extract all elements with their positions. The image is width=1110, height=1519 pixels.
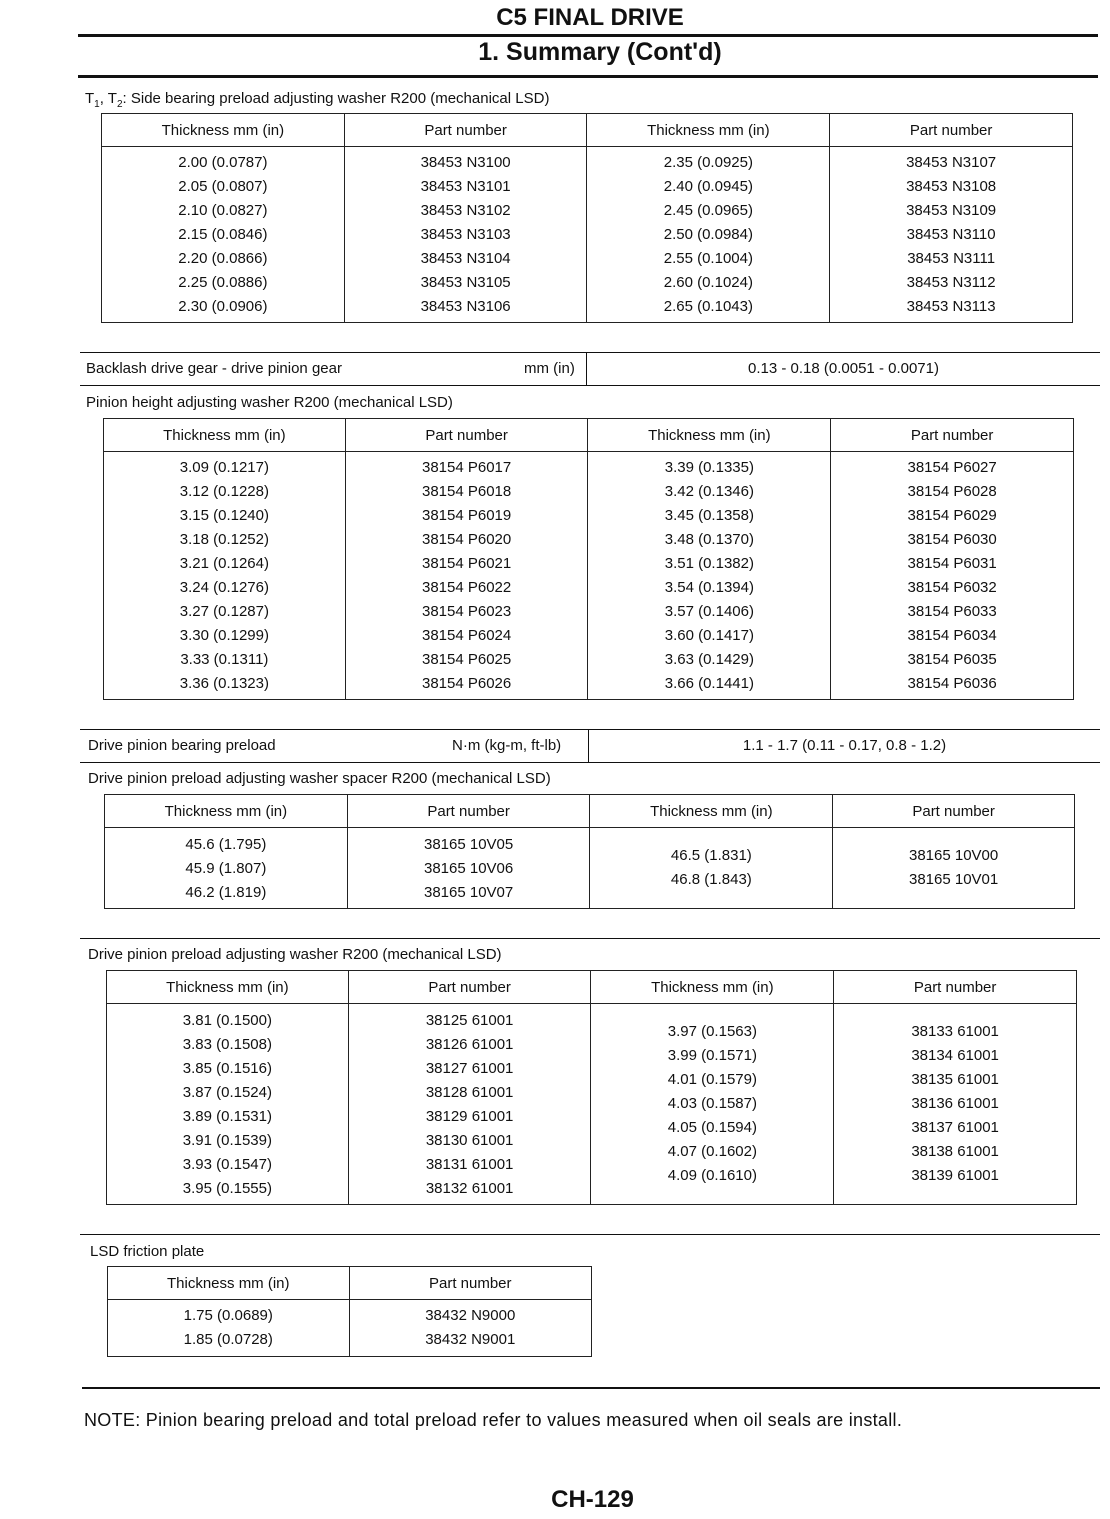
cell-value: 2.00 (0.0787) (178, 154, 268, 171)
cell-value: 38154 P6023 (421, 603, 512, 620)
cell-value: 3.15 (0.1240) (179, 507, 269, 524)
column-header: Thickness mm (in) (108, 1267, 350, 1300)
cell-value: 3.87 (0.1524) (182, 1084, 272, 1101)
cell-value: 38154 P6025 (421, 651, 512, 668)
page-number: CH-129 (551, 1486, 634, 1513)
cell-value: 3.45 (0.1358) (664, 507, 754, 524)
cell-value: 38453 N3101 (420, 178, 511, 195)
cell-value: 2.30 (0.0906) (178, 298, 268, 315)
cell-value: 3.66 (0.1441) (664, 675, 754, 692)
cell-value: 38137 61001 (911, 1119, 999, 1136)
column-header: Thickness mm (in) (587, 114, 830, 147)
column-header: Part number (834, 971, 1077, 1004)
column-header: Thickness mm (in) (107, 971, 349, 1004)
column-header: Part number (348, 971, 591, 1004)
thickness-cell (591, 1004, 834, 1205)
thickness-cell (108, 1300, 350, 1357)
cell-value: 3.57 (0.1406) (664, 603, 754, 620)
cell-value: 38131 61001 (425, 1156, 514, 1173)
cell-value: 2.65 (0.1043) (663, 298, 753, 315)
cell-value: 3.48 (0.1370) (664, 531, 754, 548)
column-header: Thickness mm (in) (105, 795, 348, 828)
cell-value: 2.10 (0.0827) (178, 202, 268, 219)
backlash-label: Backlash drive gear - drive pinion gear (86, 360, 342, 377)
cell-value: 2.40 (0.0945) (663, 178, 753, 195)
cell-value: 38453 N3105 (420, 274, 511, 291)
cell-value: 2.60 (0.1024) (663, 274, 753, 291)
pinion-height-caption: Pinion height adjusting washer R200 (mechanical LSD) (86, 394, 453, 411)
part-number-cell (349, 1300, 591, 1357)
part-number-cell (345, 452, 588, 700)
backlash-unit: mm (in) (524, 360, 575, 377)
column-header: Part number (830, 114, 1073, 147)
cell-value: 2.35 (0.0925) (663, 154, 753, 171)
thickness-cell (105, 828, 348, 909)
cell-value: 45.6 (1.795) (185, 836, 267, 853)
pinion-height-table (103, 418, 1074, 700)
cell-value: 38165 10V00 (908, 847, 999, 864)
thickness-cell (588, 452, 831, 700)
header-rule (78, 34, 1098, 37)
cell-value: 38154 P6019 (421, 507, 512, 524)
cell-value: 38453 N3102 (420, 202, 511, 219)
column-header: Part number (347, 795, 590, 828)
pinion-preload-value: 1.1 - 1.7 (0.11 - 0.17, 0.8 - 1.2) (742, 737, 947, 754)
side-bearing-caption: $T_1$, $T_2$: Side bearing preload adjusting washer R200 (mechanical LSD) (85, 90, 550, 110)
cell-value: 38453 N3100 (420, 154, 511, 171)
cell-value: 2.05 (0.0807) (178, 178, 268, 195)
cell-value: 46.8 (1.843) (670, 871, 752, 888)
cell-value: 3.27 (0.1287) (179, 603, 269, 620)
cell-value: 45.9 (1.807) (185, 860, 267, 877)
cell-value: 38432 N9001 (425, 1331, 516, 1348)
column-header: Thickness mm (in) (104, 419, 346, 452)
cell-value: 38154 P6020 (421, 531, 512, 548)
note-rule (82, 1387, 1100, 1389)
cell-value: 3.95 (0.1555) (182, 1180, 272, 1197)
cell-value: 38154 P6022 (421, 579, 512, 596)
cell-value: 3.09 (0.1217) (179, 459, 269, 476)
cell-value: 38453 N3112 (906, 274, 996, 291)
backlash-value: 0.13 - 0.18 (0.0051 - 0.0071) (748, 360, 939, 377)
pinion-preload-spec-row (80, 729, 1100, 762)
pinion-preload-label: Drive pinion bearing preload (88, 737, 276, 754)
cell-value: 4.03 (0.1587) (667, 1095, 757, 1112)
cell-value: 38132 61001 (425, 1180, 514, 1197)
column-header: Thickness mm (in) (590, 795, 833, 828)
cell-value: 38128 61001 (425, 1084, 514, 1101)
cell-value: 38165 10V07 (423, 884, 514, 901)
cell-value: 38129 61001 (425, 1108, 514, 1125)
cell-value: 38453 N3111 (907, 250, 996, 267)
cell-value: 2.15 (0.0846) (178, 226, 268, 243)
cell-value: 38154 P6034 (907, 627, 997, 644)
cell-value: 2.50 (0.0984) (663, 226, 753, 243)
cell-value: 38453 N3113 (906, 298, 996, 315)
cell-value: 3.30 (0.1299) (179, 627, 269, 644)
cell-value: 3.21 (0.1264) (179, 555, 269, 572)
thickness-cell (104, 452, 346, 700)
cell-value: 38453 N3109 (906, 202, 997, 219)
cell-value: 3.83 (0.1508) (182, 1036, 272, 1053)
cell-value: 38453 N3106 (420, 298, 511, 315)
column-header: Part number (833, 795, 1075, 828)
cell-value: 4.09 (0.1610) (667, 1167, 757, 1184)
cell-value: 38154 P6035 (907, 651, 997, 668)
column-header: Thickness mm (in) (588, 419, 831, 452)
cell-value: 3.54 (0.1394) (664, 579, 754, 596)
cell-value: 2.25 (0.0886) (178, 274, 268, 291)
cell-value: 3.89 (0.1531) (182, 1108, 272, 1125)
cell-value: 1.85 (0.0728) (183, 1331, 273, 1348)
divider (80, 385, 1100, 386)
divider (80, 938, 1100, 939)
cell-value: 38133 61001 (911, 1023, 999, 1040)
cell-value: 46.5 (1.831) (670, 847, 752, 864)
cell-value: 38139 61001 (911, 1167, 999, 1184)
cell-value: 38453 N3103 (420, 226, 511, 243)
cell-value: 3.18 (0.1252) (179, 531, 269, 548)
part-number-cell (831, 452, 1074, 700)
friction-plate-table (107, 1266, 592, 1357)
cell-value: 38453 N3108 (906, 178, 997, 195)
part-number-cell (344, 147, 587, 323)
cell-value: 38154 P6017 (421, 459, 512, 476)
cell-value: 38154 P6028 (907, 483, 997, 500)
cell-value: 3.12 (0.1228) (179, 483, 269, 500)
cell-value: 38453 N3110 (906, 226, 996, 243)
cell-value: 4.01 (0.1579) (667, 1071, 757, 1088)
column-header: Part number (349, 1267, 591, 1300)
divider (80, 1234, 1100, 1235)
cell-value: 3.39 (0.1335) (664, 459, 754, 476)
cell-value: 1.75 (0.0689) (183, 1307, 273, 1324)
cell-value: 38154 P6036 (907, 675, 997, 692)
cell-value: 38154 P6024 (421, 627, 512, 644)
cell-value: 3.81 (0.1500) (182, 1012, 272, 1029)
cell-value: 38165 10V06 (423, 860, 514, 877)
spacer-table (104, 794, 1075, 909)
part-number-cell (834, 1004, 1077, 1205)
pinion-preload-unit: N·m (kg-m, ft-lb) (452, 737, 562, 754)
cell-value: 2.20 (0.0866) (178, 250, 268, 267)
cell-value: 3.85 (0.1516) (182, 1060, 272, 1077)
cell-value: 46.2 (1.819) (185, 884, 267, 901)
cell-value: 38154 P6033 (907, 603, 997, 620)
cell-value: 3.36 (0.1323) (179, 675, 269, 692)
cell-value: 38154 P6029 (907, 507, 997, 524)
thickness-cell (587, 147, 830, 323)
cell-value: 38165 10V01 (908, 871, 999, 888)
cell-value: 38125 61001 (425, 1012, 514, 1029)
cell-value: 3.99 (0.1571) (667, 1047, 757, 1064)
cell-value: 4.05 (0.1594) (667, 1119, 757, 1136)
spacer-caption: Drive pinion preload adjusting washer spacer R200 (mechanical LSD) (88, 770, 551, 787)
cell-value: 3.63 (0.1429) (664, 651, 754, 668)
cell-value: 38126 61001 (425, 1036, 514, 1053)
cell-value: 3.60 (0.1417) (664, 627, 754, 644)
backlash-spec-row (80, 352, 1100, 385)
cell-value: 2.55 (0.1004) (663, 250, 753, 267)
cell-value: 38165 10V05 (423, 836, 514, 853)
cell-value: 38130 61001 (425, 1132, 514, 1149)
note-text: NOTE: Pinion bearing preload and total preload refer to values measured when oil seals are install. (84, 1410, 903, 1430)
cell-value: 3.93 (0.1547) (182, 1156, 272, 1173)
thickness-cell (590, 828, 833, 909)
column-header: Thickness mm (in) (591, 971, 834, 1004)
cell-value: 3.33 (0.1311) (180, 651, 269, 668)
cell-value: 3.91 (0.1539) (182, 1132, 272, 1149)
cell-value: 38138 61001 (911, 1143, 999, 1160)
cell-value: 38154 P6018 (421, 483, 512, 500)
column-header: Part number (345, 419, 588, 452)
thickness-cell (107, 1004, 349, 1205)
cell-value: 38154 P6030 (907, 531, 997, 548)
cell-value: 38134 61001 (911, 1047, 999, 1064)
cell-value: 38432 N9000 (425, 1307, 516, 1324)
cell-value: 3.51 (0.1382) (664, 555, 754, 572)
cell-value: 38136 61001 (911, 1095, 999, 1112)
part-number-cell (830, 147, 1073, 323)
cell-value: 38154 P6032 (907, 579, 997, 596)
divider (80, 762, 1100, 763)
section-title: C5 FINAL DRIVE (496, 4, 684, 31)
side-bearing-table (101, 113, 1073, 323)
friction-plate-caption: LSD friction plate (90, 1243, 205, 1260)
page-title: 1. Summary (Cont'd) (478, 38, 722, 66)
cell-value: 3.42 (0.1346) (664, 483, 754, 500)
cell-value: 38154 P6026 (421, 675, 512, 692)
part-number-cell (347, 828, 590, 909)
part-number-cell (348, 1004, 591, 1205)
cell-value: 38135 61001 (911, 1071, 999, 1088)
column-header: Thickness mm (in) (102, 114, 345, 147)
cell-value: 3.97 (0.1563) (667, 1023, 757, 1040)
column-header: Part number (344, 114, 587, 147)
preload-washer-caption: Drive pinion preload adjusting washer R200 (mechanical LSD) (88, 946, 502, 963)
cell-value: 2.45 (0.0965) (663, 202, 753, 219)
column-header: Part number (831, 419, 1074, 452)
cell-value: 38154 P6027 (907, 459, 997, 476)
cell-value: 38154 P6021 (421, 555, 512, 572)
cell-value: 4.07 (0.1602) (667, 1143, 757, 1160)
thickness-cell (102, 147, 345, 323)
title-rule (78, 75, 1098, 78)
cell-value: 38453 N3104 (420, 250, 511, 267)
cell-value: 38127 61001 (425, 1060, 514, 1077)
cell-value: 38154 P6031 (907, 555, 997, 572)
cell-value: 3.24 (0.1276) (179, 579, 269, 596)
part-number-cell (833, 828, 1075, 909)
cell-value: 38453 N3107 (906, 154, 997, 171)
preload-washer-table (106, 970, 1077, 1205)
